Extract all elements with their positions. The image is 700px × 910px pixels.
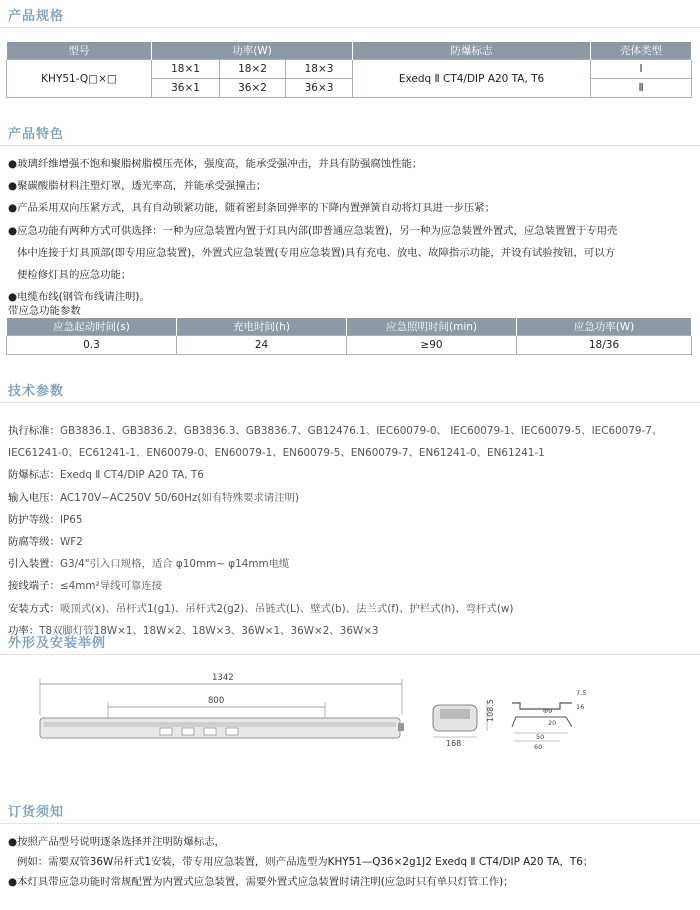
dim-total-length: 1342 xyxy=(212,673,234,683)
feature-item: ●聚碳酸脂材料注塑灯罩，透光率高，并能承受强撞击； xyxy=(8,180,267,193)
emergency-header: 应急功率(W) xyxy=(517,318,692,336)
section-title-install: 外形及安装举例 xyxy=(8,636,107,651)
order-item: ●本灯具带应急功能时常规配置为内置式应急装置，需要外置式应急装置时请注明(应急时只有单只灯管工作)； xyxy=(8,876,514,888)
tech-label: 功率： xyxy=(8,624,40,637)
spec-shell-cell: Ⅱ xyxy=(591,79,692,98)
tech-row xyxy=(8,420,692,442)
spec-power-cell: 36×3 xyxy=(286,79,353,98)
spec-header-shell: 壳体类型 xyxy=(591,42,692,60)
divider xyxy=(0,27,700,28)
spec-power-cell: 18×3 xyxy=(286,60,353,79)
tech-label: 防腐等级： xyxy=(8,536,60,549)
dim-label: 60 xyxy=(534,743,543,751)
order-notes xyxy=(8,832,688,892)
dim-label: 7.5 xyxy=(576,689,587,697)
tech-value: AC170V~AC250V 50/60Hz(如有特殊要求请注明) xyxy=(59,491,300,504)
dim-height: 108.5 xyxy=(486,699,495,722)
emergency-value: 18/36 xyxy=(517,336,692,355)
spec-power-cell: 36×2 xyxy=(220,79,286,98)
divider xyxy=(0,402,700,403)
tech-value: ≤4mm²导线可靠连接 xyxy=(59,580,163,593)
order-example: 例如：需要双管36W吊杆式1安装，带专用应急装置，则产品选型为KHY51—Q36×2g1J2 Exedq Ⅱ CT4/DIP A20 TA，T6； xyxy=(17,856,594,868)
features-list xyxy=(8,153,688,308)
spec-power-cell: 18×1 xyxy=(152,60,220,79)
spec-table xyxy=(6,41,692,98)
divider xyxy=(0,654,700,655)
tech-row xyxy=(8,553,692,575)
emergency-caption: 带应急功能参数 xyxy=(8,305,81,317)
dim-label: Φ9 xyxy=(543,707,553,715)
technical-drawing xyxy=(0,665,700,755)
dim-label: 16 xyxy=(576,703,585,711)
tech-label: 执行标准： xyxy=(8,425,60,437)
tech-value: T8双脚灯管18W×1、18W×2、18W×3、36W×1、36W×2、36W×3 xyxy=(39,624,379,637)
spec-shell-cell: Ⅰ xyxy=(591,60,692,79)
tech-row xyxy=(8,598,692,620)
tech-label: 防护等级： xyxy=(8,513,60,526)
spec-power-cell: 36×1 xyxy=(152,79,220,98)
spec-marking: Exedq Ⅱ CT4/DIP A20 TA, T6 xyxy=(353,60,591,98)
install-drawing xyxy=(0,665,700,755)
tech-label: 引入装置： xyxy=(8,558,60,571)
tech-row xyxy=(8,464,692,486)
section-title-features: 产品特色 xyxy=(8,127,65,142)
section-title-spec: 产品规格 xyxy=(8,9,65,24)
section-title-tech: 技术参数 xyxy=(8,384,65,399)
tech-value: 吸顶式(x)、吊杆式1(g1)、吊杆式2(g2)、吊链式(L)、壁式(b)、法兰式(f)、护栏式(h)、弯杆式(w) xyxy=(59,602,514,615)
tech-row xyxy=(8,487,692,509)
section-title-order: 订货须知 xyxy=(8,805,65,820)
emergency-header: 应急照明时间(min) xyxy=(347,318,517,336)
tech-value: IEC61241-0、EC61241-1、EN60079-0、EN60079-1、EN60079-5、EN60079-7、EN61241-0、EN61241-1 xyxy=(8,447,545,460)
tech-label: 安装方式： xyxy=(8,602,60,615)
tech-label: 接线端子： xyxy=(8,580,60,593)
tech-value: IP65 xyxy=(59,513,83,526)
spec-power-cell: 18×2 xyxy=(220,60,286,79)
tech-row xyxy=(8,620,692,642)
spec-header-model: 型号 xyxy=(7,42,152,60)
divider xyxy=(0,823,700,824)
tech-value: Exedq Ⅱ CT4/DIP A20 TA, T6 xyxy=(59,469,204,482)
emergency-value: 24 xyxy=(177,336,347,355)
feature-item-continued: 体中连接于灯具顶部(即专用应急装置)，外置式应急装置(专用应急装置)具有充电、放电、故障指示功能，并设有试验按钮，可以方 xyxy=(17,246,616,259)
dim-mount-length: 800 xyxy=(208,696,225,706)
emergency-value: ≥90 xyxy=(347,336,517,355)
dim-label: 50 xyxy=(536,733,545,741)
tech-row xyxy=(8,575,692,597)
tech-params xyxy=(8,420,692,642)
tech-value: WF2 xyxy=(59,536,83,549)
dim-width: 168 xyxy=(446,739,462,748)
divider xyxy=(0,145,700,146)
feature-item: ●玻璃纤维增强不饱和聚脂树脂模压壳体，强度高，能承受强冲击，并具有防强腐蚀性能； xyxy=(8,158,423,170)
feature-item-continued: 便检修灯具的应急功能； xyxy=(17,269,132,282)
spec-model: KHY51-Q□×□ xyxy=(7,60,152,98)
tech-row xyxy=(8,442,692,464)
tech-label: 输入电压： xyxy=(8,491,60,504)
emergency-value: 0.3 xyxy=(7,336,177,355)
tech-row xyxy=(8,509,692,531)
spec-header-marking: 防爆标志 xyxy=(353,42,591,60)
feature-item: ●电缆布线(钢管布线请注明)。 xyxy=(8,291,150,304)
tech-value: G3/4"引入口规格，适合 φ10mm~ φ14mm电缆 xyxy=(59,558,290,571)
tech-value: GB3836.1、GB3836.2、GB3836.3、GB3836.7、GB12476.1、IEC60079-0、 IEC60079-1、IEC60079-5、IEC60079-7、 xyxy=(59,425,663,437)
dim-label: 20 xyxy=(548,719,557,727)
feature-item: ●应急功能有两种方式可供选择：一种为应急装置内置于灯具内部(即普通应急装置)，另一种为应急装置外置式，应急装置置于专用壳 xyxy=(8,224,618,237)
order-item: ●按照产品型号说明逐条选择并注明防爆标志， xyxy=(8,836,225,848)
spec-header-power: 功率(W) xyxy=(152,42,353,60)
feature-item: ●产品采用双向压紧方式，具有自动锁紧功能，随着密封条回弹率的下降内置弹簧自动将灯具进一步压紧； xyxy=(8,202,496,215)
tech-label: 防爆标志： xyxy=(8,469,60,482)
tech-row xyxy=(8,531,692,553)
emergency-header: 充电时间(h) xyxy=(177,318,347,336)
emergency-table xyxy=(6,317,692,355)
emergency-header: 应急起动时间(s) xyxy=(7,318,177,336)
